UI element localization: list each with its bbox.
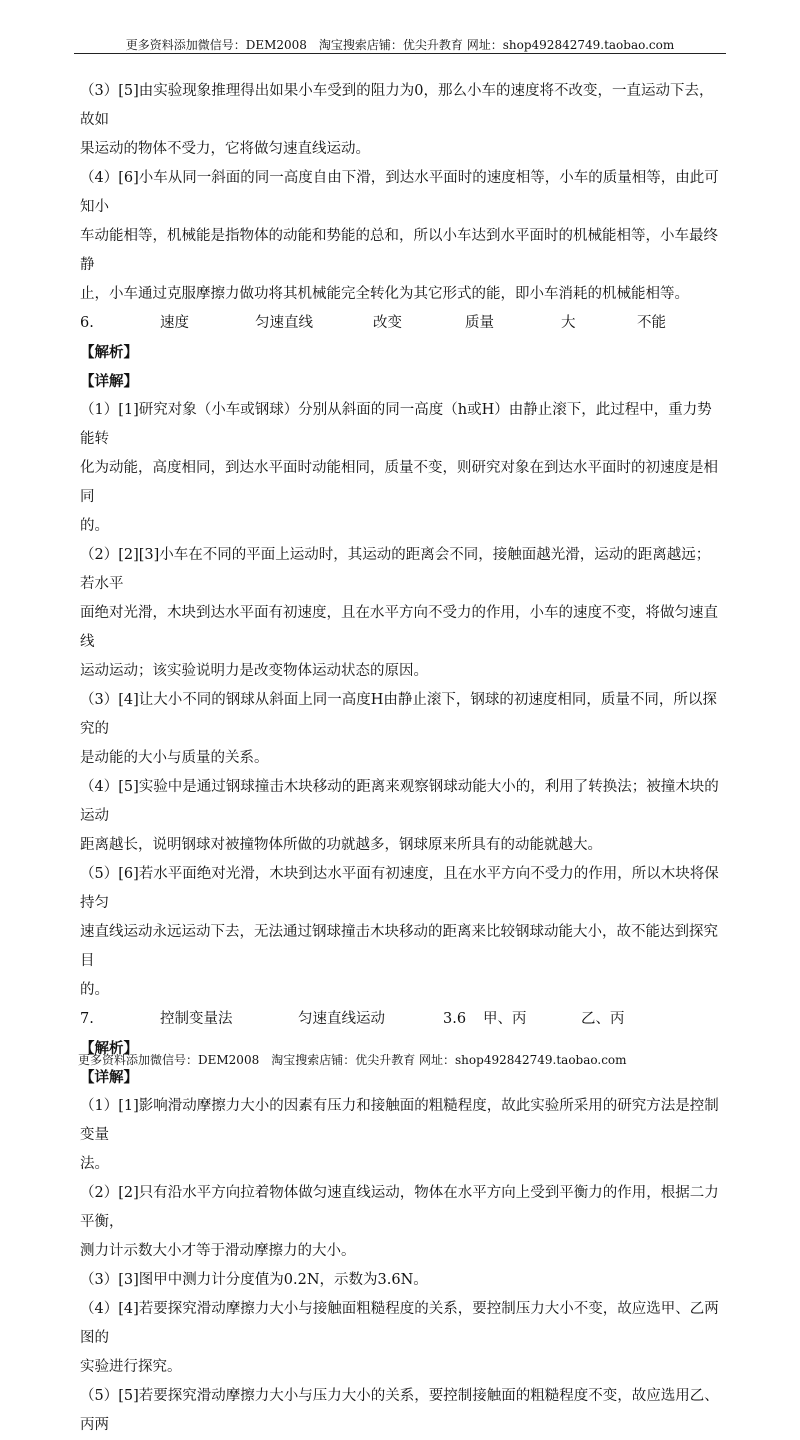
- q5-part3-line1: （3）[5]由实验现象推理得出如果小车受到的阻力为0，那么小车的速度将不改变，一直运动下去，故如: [80, 83, 714, 128]
- q5-part4-line1: （4）[6]小车从同一斜面的同一高度自由下滑，到达水平面时的速度相等，小车的质量相等，由此可知小: [80, 170, 719, 215]
- page-footer: 更多资料添加微信号：DEM2008 淘宝搜索店铺：优尖升教育 网址：shop492842749.taobao.com: [78, 1053, 627, 1067]
- q6-number: 6.: [80, 315, 94, 331]
- q6-part1-line2: 化为动能，高度相同，到达水平面时动能相同，质量不变，则研究对象在到达水平面时的初速度是相同: [80, 460, 718, 505]
- q7-answer-5: 乙、丙: [581, 1011, 625, 1027]
- q7-answer-3: 3.6: [443, 1011, 467, 1027]
- q6-xiangjie-heading: 【详解】: [80, 373, 138, 390]
- q7-part1-line1: （1）[1]影响滑动摩擦力大小的因素有压力和接触面的粗糙程度，故此实验所采用的研究方法是控制变量: [80, 1098, 719, 1143]
- q7-part4-line1: （4）[4]若要探究滑动摩擦力大小与接触面粗糙程度的关系，要控制压力大小不变，故应选甲、乙两图的: [80, 1301, 719, 1346]
- q6-part2-line3: 运动运动；该实验说明力是改变物体运动状态的原因。: [80, 663, 428, 679]
- q6-part2-line2: 面绝对光滑，木块到达水平面有初速度，且在水平方向不受力的作用，小车的速度不变，将做匀速直线: [80, 605, 718, 650]
- q6-part5-line2: 速直线运动永远运动下去，无法通过钢球撞击木块移动的距离来比较钢球动能大小，故不能达到探究目: [80, 924, 718, 969]
- page-header: 更多资料添加微信号：DEM2008 淘宝搜索店铺：优尖升教育 网址：shop492842749.taobao.com: [125, 38, 675, 52]
- q6-answer-row: [80, 309, 720, 338]
- document-body: [80, 77, 720, 1440]
- q6-part4-line2: 距离越长，说明钢球对被撞物体所做的功就越多，钢球原来所具有的动能就越大。: [80, 837, 602, 853]
- q7-part2-line2: 测力计示数大小才等于滑动摩擦力的大小。: [80, 1243, 356, 1259]
- q7-xiangjie-heading: 【详解】: [80, 1069, 138, 1086]
- q6-part3-line1: （3）[4]让大小不同的钢球从斜面上同一高度H由静止滚下，钢球的初速度相同，质量不同，所以探究的: [80, 692, 717, 737]
- q5-part4-line2: 车动能相等，机械能是指物体的动能和势能的总和，所以小车达到水平面时的机械能相等，小车最终静: [80, 228, 718, 273]
- q6-part5-line1: （5）[6]若水平面绝对光滑，木块到达水平面有初速度，且在水平方向不受力的作用，所以木块将保持匀: [80, 866, 719, 911]
- q7-answer-4: 甲、丙: [483, 1011, 527, 1027]
- q6-part5-line3: 的。: [80, 982, 109, 998]
- q6-answer-4: 质量: [465, 315, 494, 331]
- q6-answer-1: 速度: [160, 315, 189, 331]
- q5-part3-line2: 果运动的物体不受力，它将做匀速直线运动。: [80, 141, 370, 157]
- q6-answer-2: 匀速直线: [255, 315, 313, 331]
- q6-part1-line3: 的。: [80, 518, 109, 534]
- q6-jiexi-heading: 【解析】: [80, 344, 138, 361]
- q7-number: 7.: [80, 1011, 94, 1027]
- q7-part4-line2: 实验进行探究。: [80, 1359, 182, 1375]
- q7-jiexi-heading: 【解析】: [80, 1040, 138, 1057]
- q7-answer-row: [80, 1005, 720, 1034]
- q7-part2-line1: （2）[2]只有沿水平方向拉着物体做匀速直线运动，物体在水平方向上受到平衡力的作用，根据二力平衡，: [80, 1185, 719, 1230]
- q7-part3-line1: （3）[3]图甲中测力计分度值为0.2N，示数为3.6N。: [80, 1272, 428, 1288]
- q6-answer-3: 改变: [373, 315, 402, 331]
- header-rule: [74, 53, 726, 54]
- q7-part1-line2: 法。: [80, 1156, 109, 1172]
- q6-part2-line1: （2）[2][3]小车在不同的平面上运动时，其运动的距离会不同，接触面越光滑，运动的距离越远；若水平: [80, 547, 711, 592]
- q7-part5-line1: （5）[5]若要探究滑动摩擦力大小与压力大小的关系，要控制接触面的粗糙程度不变，故应选用乙、丙两: [80, 1388, 719, 1433]
- q6-part3-line2: 是动能的大小与质量的关系。: [80, 750, 269, 766]
- q6-answer-6: 不能: [637, 315, 666, 331]
- q6-part4-line1: （4）[5]实验中是通过钢球撞击木块移动的距离来观察钢球动能大小的，利用了转换法；被撞木块的运动: [80, 779, 719, 824]
- q6-answer-5: 大: [561, 315, 576, 331]
- q6-part1-line1: （1）[1]研究对象（小车或钢球）分别从斜面的同一高度（h或H）由静止滚下，此过程中，重力势能转: [80, 402, 712, 447]
- q5-part4-line3: 止，小车通过克服摩擦力做功将其机械能完全转化为其它形式的能，即小车消耗的机械能相等。: [80, 286, 689, 302]
- q7-answer-1: 控制变量法: [160, 1011, 233, 1027]
- q7-answer-2: 匀速直线运动: [298, 1011, 385, 1027]
